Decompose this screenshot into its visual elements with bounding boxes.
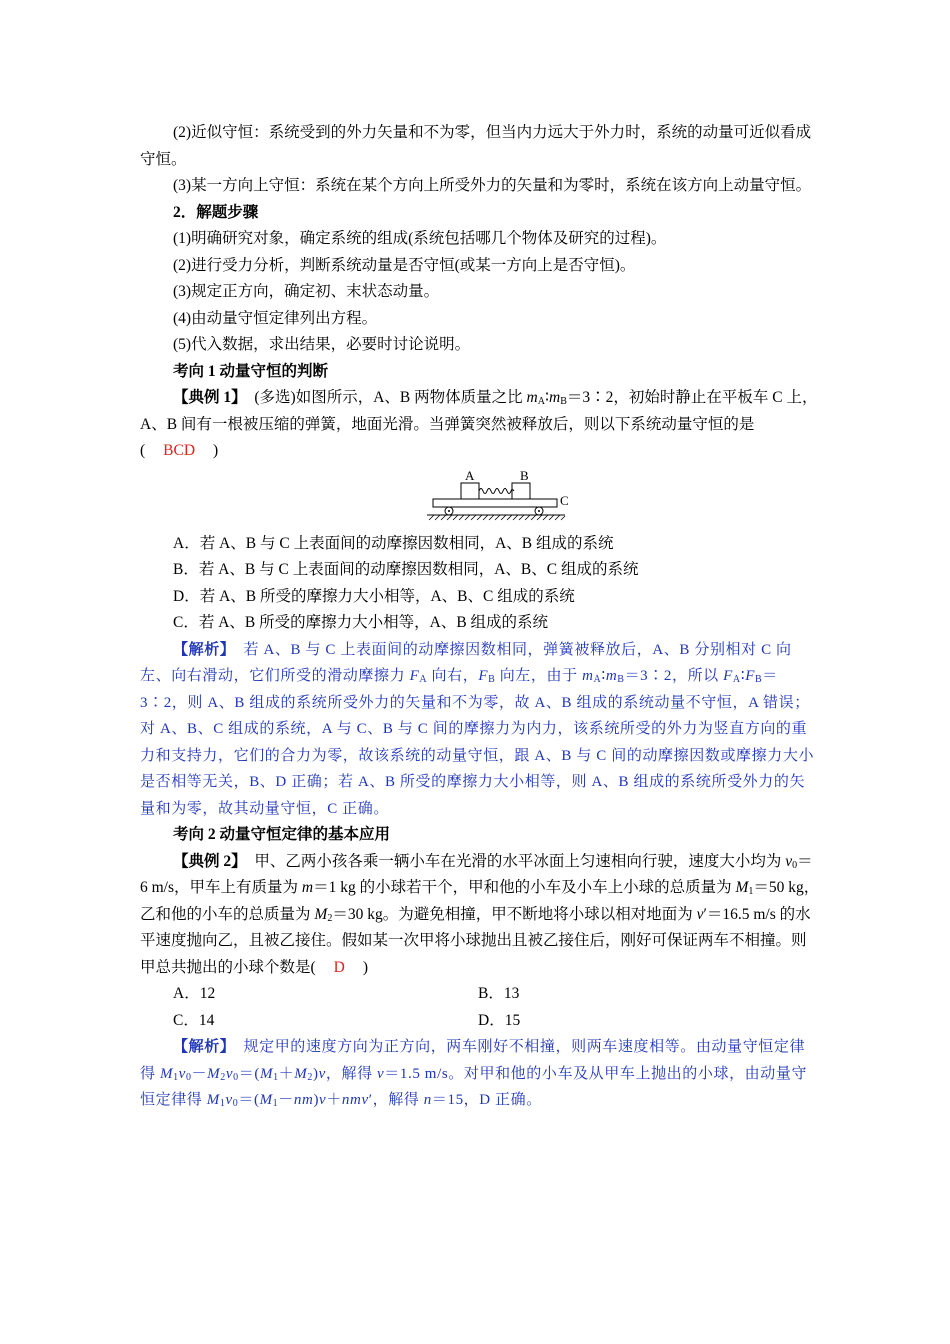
cart-spring-figure xyxy=(140,467,820,527)
figure-label-b: B xyxy=(520,467,529,483)
step-item: (2)进行受力分析，判断系统动量是否守恒(或某一方向上是否守恒)。 xyxy=(173,256,636,274)
wheel-left-hub xyxy=(448,510,450,512)
example1-answer: BCD xyxy=(163,442,196,459)
step-item: (1)明确研究对象，确定系统的组成(系统包括哪几个物体及研究的过程)。 xyxy=(173,230,667,247)
figure-label-a: A xyxy=(465,467,475,483)
example2-analysis-label: 【解析】 xyxy=(173,1039,228,1055)
direction2-heading: 考向 2 动量守恒定律的基本应用 xyxy=(173,826,391,843)
example2-answer: D xyxy=(333,958,345,976)
step-item: (5)代入数据，求出结果，必要时讨论说明。 xyxy=(173,336,471,353)
direction1-heading: 考向 1 动量守恒的判断 xyxy=(173,362,329,380)
cart-diagram xyxy=(425,467,575,527)
example2-option-d: D．15 xyxy=(478,1011,521,1029)
example2-options-row1 xyxy=(140,981,820,1008)
example1-option-b: B．若 A、B 与 C 上表面间的动摩擦因数相同，A、B、C 组成的系统 xyxy=(173,561,639,578)
step-item: (3)规定正方向，确定初、末状态动量。 xyxy=(173,283,440,300)
block-b xyxy=(512,483,530,499)
paragraph-approx-conservation: (2)近似守恒：系统受到的外力矢量和不为零，但当内力远大于外力时，系统的动量可近似看成守恒。 xyxy=(140,124,812,168)
example1-option-d: D．若 A、B 所受的摩擦力大小相等，A、B、C 组成的系统 xyxy=(173,587,575,605)
example1-option-c: C．若 A、B 所受的摩擦力大小相等，A、B 组成的系统 xyxy=(173,614,549,631)
example1-analysis: 【解析】 若 A、B 与 C 上表面间的动摩擦因数相同，弹簧被释放后，A、B 分别相对 C 向左、向右滑动，它们所受的滑动摩擦力 $F_A$ 向右，$F_B$ 向左，由于 $m_A∶m_B=3∶2$，所以 $F_A∶F_B=3∶2$，则 A、B 组成的系统所受外力的矢量和不为零，故 A、B 组成的系统动量不守恒，A 错误；对 A、B、C 组成的系统，A 与 C、B 与 C 间的摩擦力为内力，该系统所受的外力为竖直方向的重力和支持力，它们的合力为零，故该系统的动量守恒，跟 A、B 与 C 间的动摩擦因数或摩擦力大小是否相等无关，B、D 正确；若 A、B 所受的摩擦力大小相等，则 A、B 组成的系统所受外力的矢量和为零，故其动量守恒，C 正确。 xyxy=(140,641,815,817)
example2-option-b: B．13 xyxy=(478,985,520,1002)
example2-analysis: 【解析】 规定甲的速度方向为正方向，两车刚好不相撞，则两车速度相等。由动量守恒定律得 $M_1v_0-M_2v_0=(M_1+M_2)v$，解得 v＝1.5 m/s。对甲和他的小车及从甲车上抛出的小球，由动量守恒定律得 $M_1v_0=(M_1-nm)v+nmv'$，解得 n＝15，D 正确。 xyxy=(140,1039,808,1109)
example2-option-c: C．14 xyxy=(173,1011,215,1029)
ground-hatch xyxy=(429,515,565,520)
example2-label: 【典例 2】 xyxy=(173,852,239,870)
paragraph-direction-conservation: (3)某一方向上守恒：系统在某个方向上所受外力的矢量和为零时，系统在该方向上动量守恒。 xyxy=(173,177,812,194)
block-a xyxy=(461,483,479,499)
example1-label: 【典例 1】 xyxy=(173,389,239,406)
figure-label-c: C xyxy=(560,492,569,508)
example2-options-row2 xyxy=(140,1008,820,1035)
steps-heading: 2．解题步骤 xyxy=(173,203,259,221)
example2-question: 【典例 2】 甲、乙两小孩各乘一辆小车在光滑的水平冰面上匀速相向行驶，速度大小均为 $v_0=6$ m/s，甲车上有质量为 m＝1 kg 的小球若干个，甲和他的小车及小车上小球的总质量为 $M_1=50$ kg，乙和他的小车的总质量为 $M_2=30$ kg。为避免相撞，甲不断地将小球以相对地面为 v′＝16.5 m/s 的水平速度抛向乙，且被乙接住。假如某一次甲将小球抛出且被乙接住后，刚好可保证两车不相撞。则甲总共抛出的小球个数是( D ) xyxy=(140,852,820,976)
document-page xyxy=(140,120,820,1114)
spring xyxy=(479,488,514,493)
example2-option-a: A．12 xyxy=(173,985,216,1002)
example1-analysis-label: 【解析】 xyxy=(173,641,228,658)
cart-c xyxy=(433,499,557,507)
wheel-right-hub xyxy=(538,510,540,512)
example1-question: 【典例 1】 (多选)如图所示，A、B 两物体质量之比 $m_A∶m_B=3∶2$，初始时静止在平板车 C 上，A、B 间有一根被压缩的弹簧，地面光滑。当弹簧突然被释放后，则以下系统动量守恒的是( BCD ) xyxy=(140,389,818,459)
step-item: (4)由动量守恒定律列出方程。 xyxy=(173,309,378,327)
example1-option-a: A．若 A、B 与 C 上表面间的动摩擦因数相同，A、B 组成的系统 xyxy=(173,534,614,552)
